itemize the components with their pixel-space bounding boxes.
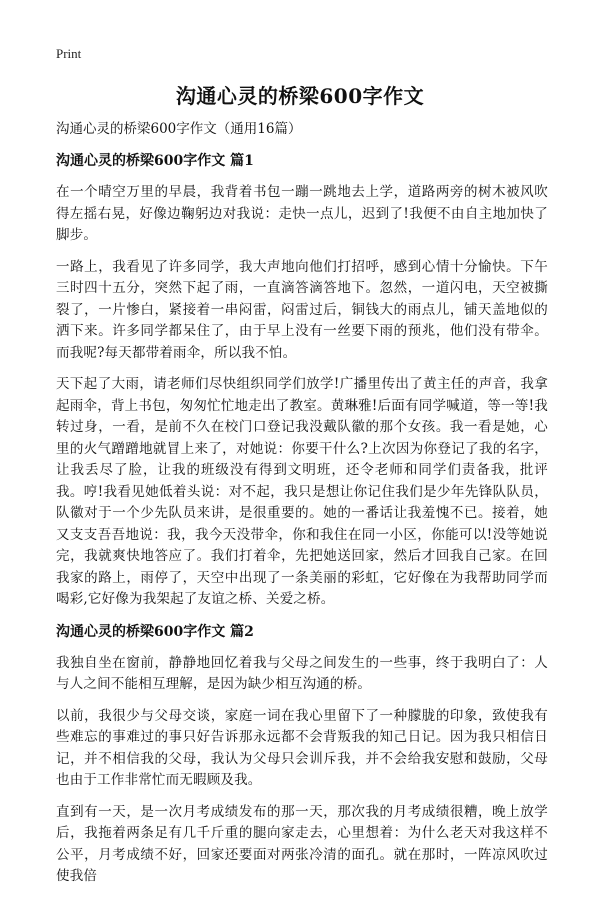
section-1-paragraph-3: 天下起了大雨，请老师们尽快组织同学们放学!广播里传出了黄主任的声音，我拿起雨伞，背上书包，匆匆忙忙地走出了教室。黄琳雅!后面有同学喊道，等一等!我转过身，一看，是前不久在校门口登记我没戴队徽的那个女孩。我一看是她，心里的火气蹭蹭地就冒上来了，对她说：你要干什么?上次因为你登记了我的名字，让我丢尽了脸，让我的班级没有得到文明班，还令老师和同学们责备我，批评我。哼!我看见她低着头说：对不起，我只是想让你记住我们是少年先锋队队员，队徽对于一个少先队员来讲，是很重要的。她的一番话让我羞愧不已。接着，她又支支吾吾地说：我，我今天没带伞，你和我住在同一小区，你能可以!没等她说完，我就爽快地答应了。我们打着伞，先把她送回家，然后才回我自己家。在回我家的路上，雨停了，天空中出现了一条美丽的彩虹，它好像在为我帮助同学而喝彩,它好像为我架起了友谊之桥、关爱之桥。: [56, 376, 548, 607]
section-2-paragraph-1: 我独自坐在窗前，静静地回忆着我与父母之间发生的一些事，终于我明白了：人与人之间不能相互理解，是因为缺少相互沟通的桥。: [56, 654, 548, 692]
section-2-paragraph-3: 直到有一天，是一次月考成绩发布的那一天，那次我的月考成绩很糟，晚上放学后，我拖着两条足有几千斤重的腿向家走去，心里想着：为什么老天对我这样不公平，月考成绩不好，回家还要面对两张冷清的面孔。就在那时，一阵凉风吹过使我倍: [56, 803, 548, 884]
section-heading-1: 沟通心灵的桥梁600字作文 篇1: [56, 153, 254, 169]
section-2-paragraph-2: 以前，我很少与父母交谈，家庭一词在我心里留下了一种朦胧的印象，致使我有些难忘的事难过的事只好告诉那永远都不会背叛我的知己日记。因为我只相信日记，并不相信我的父母，我认为父母只会训斥我，并不会给我安慰和鼓励，父母也由于工作非常忙而无暇顾及我。: [56, 707, 548, 788]
document-title: 沟通心灵的桥梁600字作文: [175, 84, 425, 108]
section-heading-2: 沟通心灵的桥梁600字作文 篇2: [56, 623, 254, 640]
document-subtitle: 沟通心灵的桥梁600字作文（通用16篇）: [56, 121, 302, 137]
section-1-paragraph-2: 一路上，我看见了许多同学，我大声地向他们打招呼，感到心情十分愉快。下午三时四十五分，突然下起了雨，一直滴答滴答地下。忽然，一道闪电，天空被撕裂了，一片惨白，紧接着一串闷雷，闷雷过后，铜钱大的雨点儿，铺天盖地似的洒下来。许多同学都呆住了，由于早上没有一丝要下雨的预兆，他们没有带伞。而我呢?每天都带着雨伞，所以我不怕。: [56, 258, 548, 361]
document-body: [56, 118, 548, 898]
section-1-paragraph-1: 在一个晴空万里的早晨，我背着书包一蹦一跳地去上学，道路两旁的树木被风吹得左摇右晃，好像边鞠躬边对我说：走快一点儿，迟到了!我便不由自主地加快了脚步。: [56, 184, 548, 243]
print-label[interactable]: Print: [56, 46, 82, 61]
